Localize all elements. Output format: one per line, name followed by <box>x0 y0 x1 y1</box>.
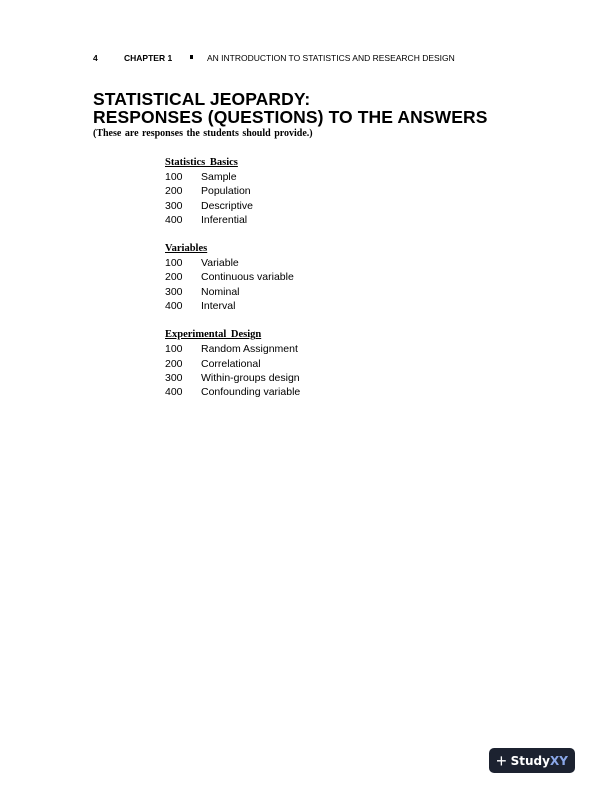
list-item <box>165 285 415 299</box>
list-item <box>165 385 415 399</box>
answer-text: Interval <box>201 300 236 313</box>
point-value: 200 <box>165 185 183 198</box>
category-title: Statistics Basics <box>165 157 238 168</box>
point-value: 400 <box>165 386 183 399</box>
list-item <box>165 342 415 356</box>
category-experimental-design <box>165 328 415 399</box>
answer-text: Population <box>201 185 251 198</box>
point-value: 300 <box>165 371 183 384</box>
page-title <box>93 90 487 126</box>
category-variables <box>165 242 415 313</box>
list-item <box>165 357 415 371</box>
answer-text: Confounding variable <box>201 386 301 399</box>
point-value: 100 <box>165 343 183 356</box>
answer-text: Continuous variable <box>201 271 294 284</box>
running-header <box>93 53 455 63</box>
answer-text: Correlational <box>201 357 261 370</box>
point-value: 300 <box>165 199 183 212</box>
brand-logo <box>511 754 568 768</box>
list-item <box>165 256 415 270</box>
point-value: 400 <box>165 300 183 313</box>
point-value: 100 <box>165 171 183 183</box>
point-value: 200 <box>165 357 183 370</box>
list-item <box>165 199 415 213</box>
page-title-line-1: STATISTICAL JEOPARDY: <box>93 89 311 109</box>
answer-text: Random Assignment <box>201 343 298 356</box>
list-item <box>165 170 415 184</box>
studyxy-badge[interactable] <box>489 748 575 773</box>
point-value: 400 <box>165 213 183 226</box>
list-item <box>165 184 415 198</box>
list-item <box>165 299 415 313</box>
bullet-separator <box>190 55 193 59</box>
category-title: Variables <box>165 243 208 255</box>
page-number: 4 <box>93 53 98 63</box>
plus-icon: + <box>496 750 507 771</box>
point-value: 100 <box>165 257 183 270</box>
list-item <box>165 213 415 227</box>
brand-text-xy: XY <box>549 753 568 768</box>
answer-text: Nominal <box>201 285 240 298</box>
answer-text: Inferential <box>201 213 248 226</box>
category-statistics-basics <box>165 156 415 227</box>
chapter-label: CHAPTER 1 <box>124 53 173 63</box>
brand-text-study: Study <box>510 753 550 768</box>
answer-text: Sample <box>201 171 237 183</box>
point-value: 300 <box>165 285 183 298</box>
page-subtitle: (These are responses the students should provide.) <box>93 128 313 139</box>
page-title-line-2: RESPONSES (QUESTIONS) TO THE ANSWERS <box>93 107 488 127</box>
category-title: Experimental Design <box>165 329 262 341</box>
list-item <box>165 270 415 284</box>
list-item <box>165 371 415 385</box>
answer-text: Variable <box>201 257 239 270</box>
point-value: 200 <box>165 271 183 284</box>
answer-text: Within-groups design <box>201 371 300 384</box>
chapter-title: AN INTRODUCTION TO STATISTICS AND RESEARCH DESIGN <box>207 53 455 63</box>
category-list <box>165 156 415 415</box>
answer-text: Descriptive <box>201 199 253 212</box>
